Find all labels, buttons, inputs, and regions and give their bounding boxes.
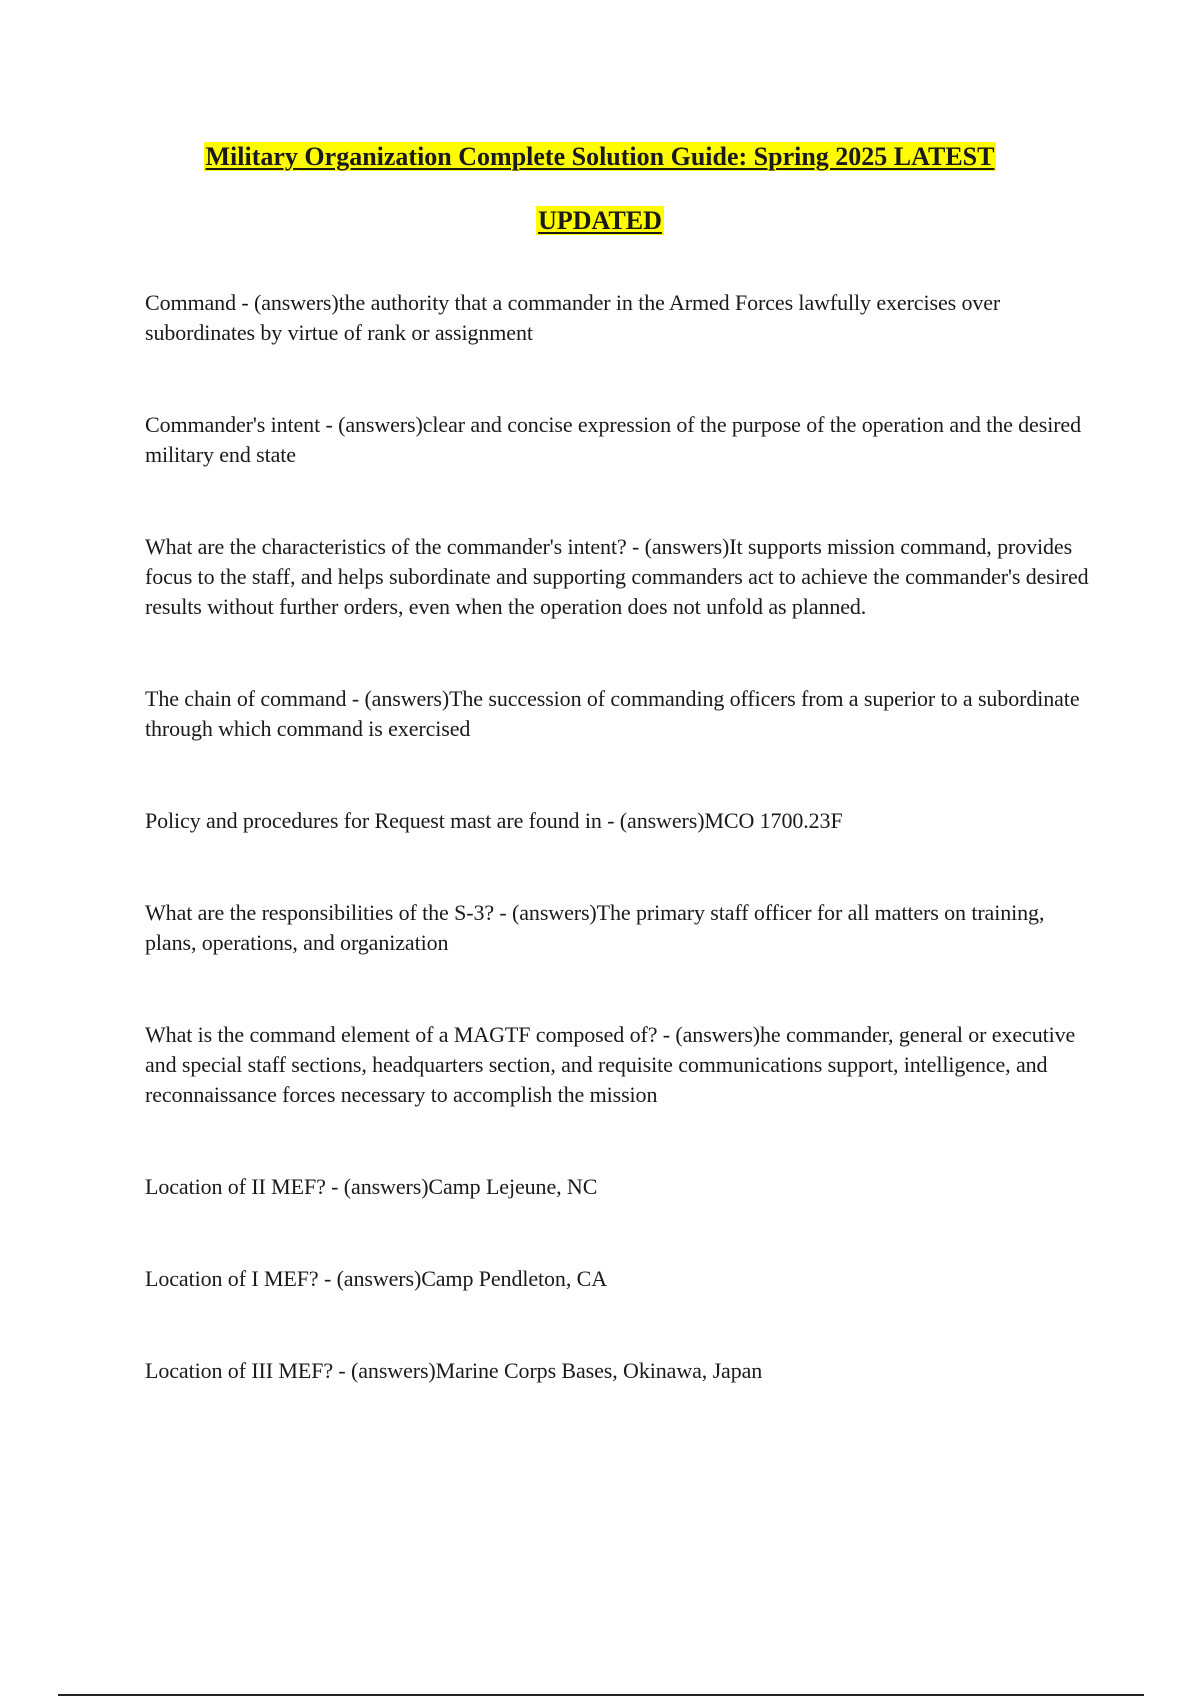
qa-entry: What are the responsibilities of the S-3? - (answers)The primary staff officer for all matters on training, plans, operations, and organization: [145, 900, 1045, 955]
qa-entry: Command - (answers)the authority that a commander in the Armed Forces lawfully exercises over subordinates by virtue of rank or assignment: [145, 290, 1001, 345]
document-title: [0, 142, 1200, 270]
page-bottom-divider: [58, 1694, 1144, 1696]
qa-entry: Location of I MEF? - (answers)Camp Pendleton, CA: [145, 1266, 607, 1291]
qa-entry: What are the characteristics of the commander's intent? - (answers)It supports mission command, provides focus to the staff, and helps subordinate and supporting commanders act to achieve the commander's desired results without further orders, even when the operation does not unfold as planned.: [145, 534, 1089, 619]
qa-entry: What is the command element of a MAGTF composed of? - (answers)he commander, general or executive and special staff sections, headquarters section, and requisite communications support, intelligence, and reconnaissance forces necessary to accomplish the mission: [145, 1022, 1076, 1107]
title-text-2: UPDATED: [538, 206, 662, 235]
title-line-1: [0, 142, 1200, 172]
title-line-2: [0, 206, 1200, 236]
qa-list: [145, 288, 1090, 1448]
qa-entry: Location of II MEF? - (answers)Camp Lejeune, NC: [145, 1174, 598, 1199]
title-text-1: Military Organization Complete Solution Guide: Spring 2025 LATEST: [205, 142, 995, 171]
qa-entry: Location of III MEF? - (answers)Marine Corps Bases, Okinawa, Japan: [145, 1358, 763, 1383]
qa-entry: The chain of command - (answers)The succession of commanding officers from a superior to a subordinate through which command is exercised: [145, 686, 1080, 741]
qa-entry: Commander's intent - (answers)clear and concise expression of the purpose of the operation and the desired military end state: [145, 412, 1081, 467]
qa-entry: Policy and procedures for Request mast are found in - (answers)MCO 1700.23F: [145, 808, 843, 833]
